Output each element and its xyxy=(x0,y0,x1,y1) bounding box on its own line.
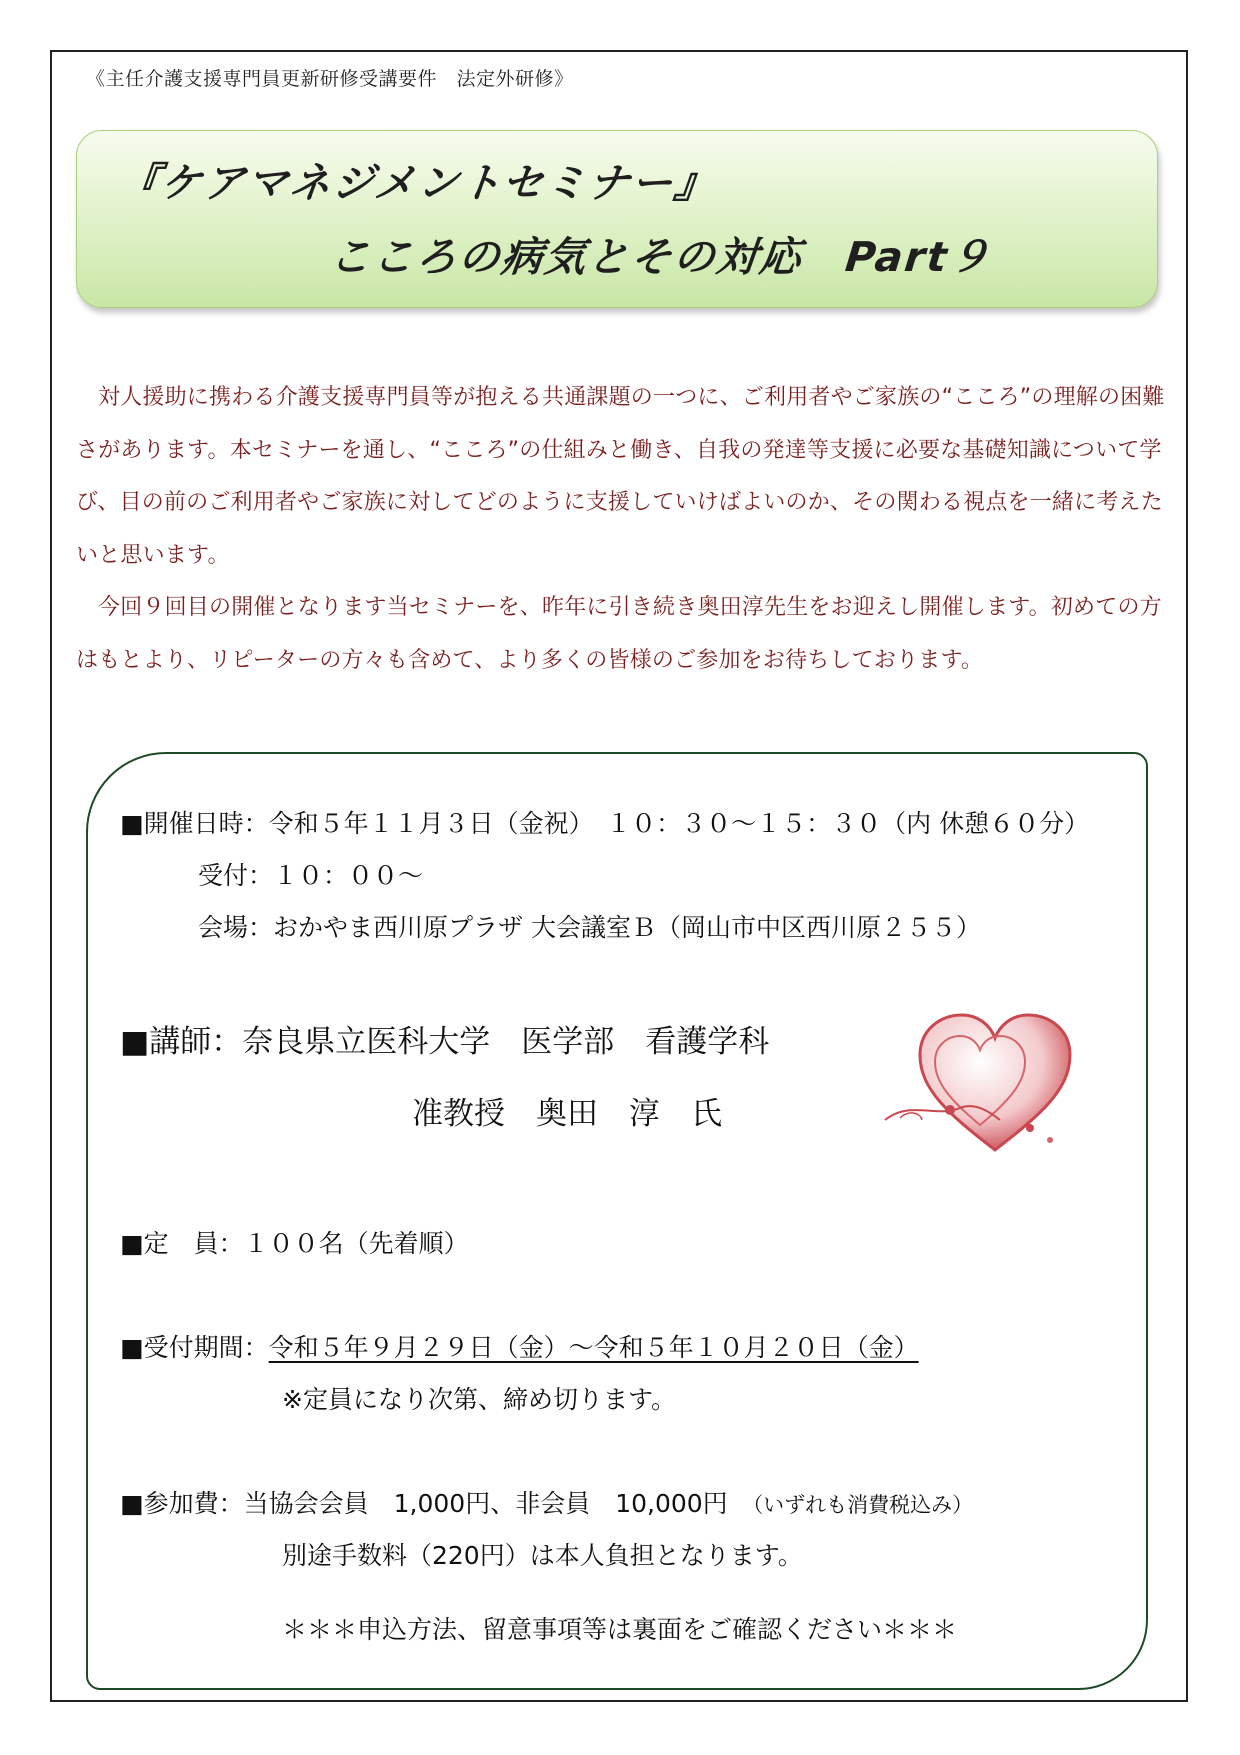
capacity-label: ■定 員： xyxy=(120,1229,244,1258)
date-row xyxy=(120,804,1089,840)
fee-extra: 別途手数料（220円）は本人負担となります。 xyxy=(282,1541,803,1570)
lecturer-affiliation: 奈良県立医科大学 医学部 看護学科 xyxy=(242,1024,770,1060)
capacity-value: １００名（先着順） xyxy=(243,1229,469,1258)
heart-icon xyxy=(880,1000,1080,1170)
intro-text xyxy=(76,372,1166,687)
lecturer-row xyxy=(120,1016,769,1061)
fee-label: ■参加費： xyxy=(120,1489,244,1518)
header-note: 《主任介護支援専門員更新研修受講要件 法定外研修》 xyxy=(86,68,574,90)
fee-value: 当協会会員 1,000円、非会員 10,000円 xyxy=(243,1489,728,1518)
period-note: ※定員になり次第、締め切ります。 xyxy=(282,1385,676,1414)
period-label: ■受付期間： xyxy=(120,1333,269,1362)
title-line-1: 『ケアマネジメントセミナー』 xyxy=(115,159,720,207)
back-page-note: ＊＊＊申込方法、留意事項等は裏面をご確認ください＊＊＊ xyxy=(282,1615,958,1644)
venue-row xyxy=(198,908,981,944)
reception-row xyxy=(198,856,423,892)
date-value: 令和５年１１月３日（金祝） １０：３０〜１５：３０（内 休憩６０分） xyxy=(268,809,1090,838)
date-label: ■開催日時： xyxy=(120,809,269,838)
lecturer-label: ■講師： xyxy=(120,1024,243,1060)
intro-paragraph-1: 対人援助に携わる介護支援専門員等が抱える共通課題の一つに、ご利用者やご家族の“こころ”の理解の困難さがあります。本セミナーを通し、“こころ”の仕組みと働き、自我の発達等支援に必要な基礎知識について学び、目の前のご利用者やご家族に対してどのように支援していけばよいのか、その関わる視点を一緒に考えたいと思います。 xyxy=(76,385,1165,568)
reception-value: １０：００〜 xyxy=(273,861,424,890)
period-value: 令和５年９月２９日（金）〜令和５年１０月２０日（金） xyxy=(268,1333,919,1362)
fee-row xyxy=(120,1484,973,1520)
capacity-row xyxy=(120,1224,469,1260)
venue-label: 会場： xyxy=(198,913,274,942)
intro-paragraph-2: 今回９回目の開催となります当セミナーを、昨年に引き続き奥田淳先生をお迎えし開催します。初めての方はもとより、リピーターの方々も含めて、より多くの皆様のご参加をお待ちしております。 xyxy=(76,595,1162,673)
lecturer-name: 准教授 奥田 淳 氏 xyxy=(412,1096,722,1132)
fee-tax-note: （いずれも消費税込み） xyxy=(752,1493,974,1517)
reception-label: 受付： xyxy=(198,861,274,890)
period-row xyxy=(120,1328,919,1364)
title-line-2: こころの病気とその対応 Part９ xyxy=(327,233,995,281)
venue-value: おかやま西川原プラザ 大会議室Ｂ（岡山市中区西川原２５５） xyxy=(273,913,981,942)
